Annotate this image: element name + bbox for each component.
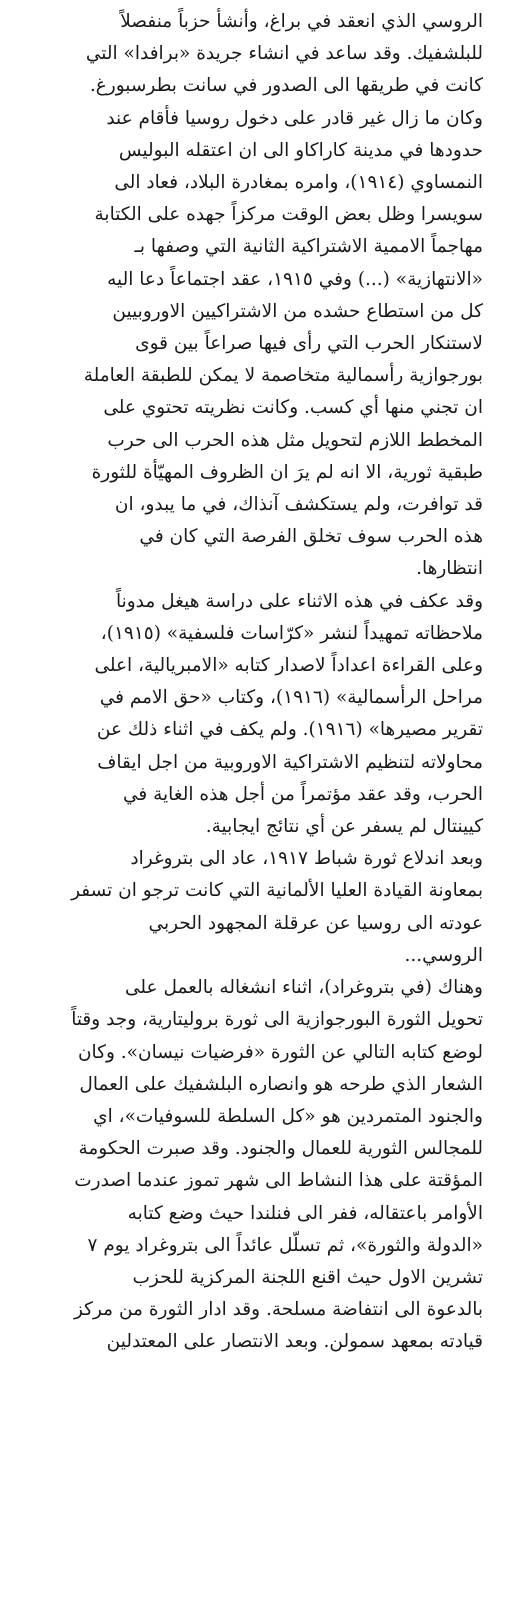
paragraph-return-petrograd: وبعد اندلاع ثورة شباط ١٩١٧، عاد الى بتروغراد بمعاونة القيادة العليا الألمانية التي كانت ترجو ان تسفر عودته الى روسيا عن عرقلة المجهود الحربي الروسي...: [71, 848, 483, 966]
paragraph-philosophical-writings: وقد عكف في هذه الاثناء على دراسة هيغل مدوناً ملاحظاته تمهيداً لنشر «كرّاسات فلسفية» (١٩١٥)، وعلى القراءة اعداداً لاصدار كتابه «الامبريالية، اعلى مراحل الرأسمالية» (١٩١٦)، وكتاب «حق الامم في تقرير مصيرها» (١٩١٦). ولم يكف في اثناء ذلك عن محاولاته لتنظيم الاشتراكية الاوروبية من اجل ايقاف الحرب، وقد عقد مؤتمراً من أجل هذه الغاية في كيينتال لم يسفر عن أي نتائج ايجابية.: [94, 590, 483, 838]
paragraph-lenin-exile-war: الروسي الذي انعقد في براغ، وأنشأ حزباً منفصلاً للبلشفيك. وقد ساعد في انشاء جريدة «برافدا» التي كانت في طريقها الى الصدور في سانت بطرسبورغ. وكان ما زال غير قادر على دخول روسيا فأقام عند حدودها في مدينة كاراكاو الى ان اعتقله البوليس النمساوي (١٩١٤)، وامره بمغادرة البلاد، فعاد الى سويسرا وظل بعض الوقت مركزاً جهده على الكتابة مهاجماً الاممية الاشتراكية الثانية التي وصفها بـ «الانتهازية» (...) وفي ١٩١٥، عقد اجتماعاً دعا اليه كل من استطاع حشده من الاشتراكيين الاوروبيين لاستنكار الحرب التي رأى فيها صراعاً بين قوى بورجوازية رأسمالية متخاصمة لا يمكن للطبقة العاملة ان تجني منها أي كسب. وكانت نظريته تحتوي على المخطط اللازم لتحويل مثل هذه الحرب الى حرب طبقية ثورية، الا انه لم يرَ ان الظروف المهيّأة للثورة قد توافرت، ولم يستكشف آنذاك، في ما يبدو، ان هذه الحرب سوف تخلق الفرصة التي كان في انتظارها.: [83, 11, 483, 580]
paragraph-april-theses-revolution: وهناك (في بتروغراد)، اثناء انشغاله بالعمل على تحويل الثورة البورجوازية الى ثورة بروليتارية، وجد وقتاً لوضع كتابه التالي عن الثورة «فرضيات نيسان». وكان الشعار الذي طرحه هو وانصاره البلشفيك على العمال والجنود المتمردين هو «كل السلطة للسوفيات»، اي للمجالس الثورية للعمال والجنود. وقد صبرت الحكومة المؤقتة على هذا النشاط الى شهر تموز عندما اصدرت الأوامر باعتقاله، ففر الى فنلندا حيث وضع كتابه «الدولة والثورة»، ثم تسلّل عائداً الى بتروغراد يوم ٧ تشرين الاول حيث اقنع اللجنة المركزية للحزب بالدعوة الى انتفاضة مسلحة. وقد ادار الثورة من مركز قيادته بمعهد سمولن. وبعد الانتصار على المعتدلين: [71, 977, 483, 1353]
